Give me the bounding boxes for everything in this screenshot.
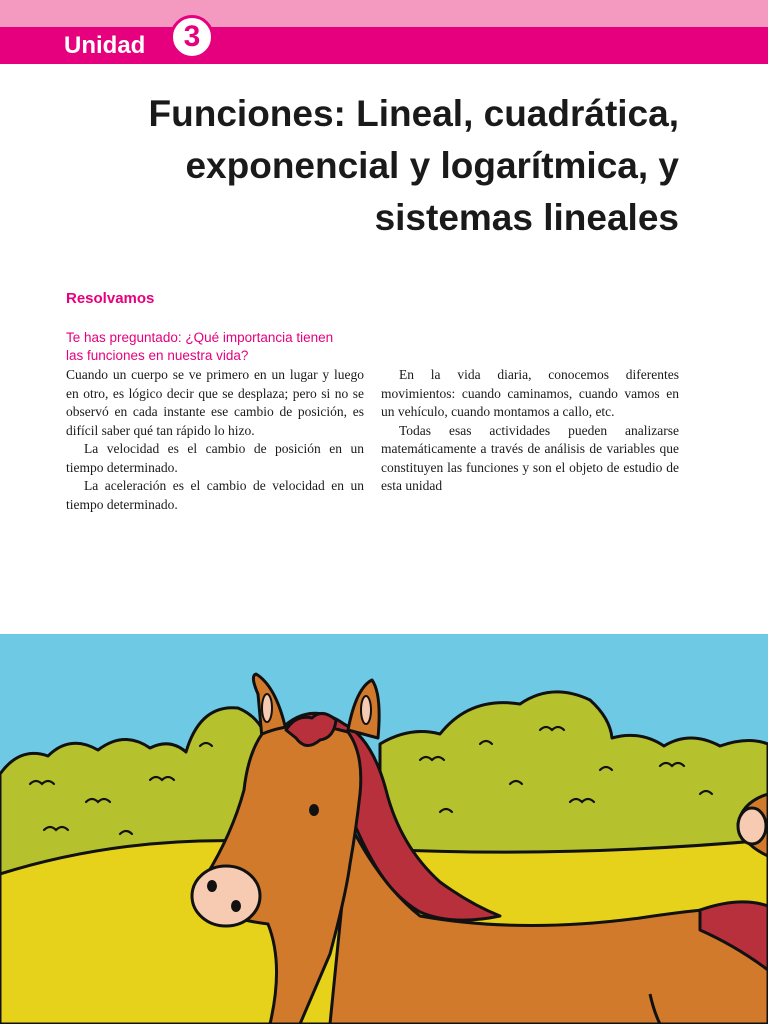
horse-meadow-illustration — [0, 634, 768, 1024]
paragraph: Cuando un cuerpo se ve primero en un lugar y luego en otro, es lógico decir que se desplaza; pero si no se observó en cada instante ese cambio de posición, es difícil saber qué tan rápido lo hizo. — [66, 367, 364, 438]
page-title — [39, 88, 679, 244]
page-title-line: sistemas lineales — [374, 197, 679, 238]
guiding-question-line: las funciones en nuestra vida? — [66, 348, 249, 363]
horse-muzzle — [192, 866, 260, 926]
paragraph: Todas esas actividades pueden analizarse matemáticamente a través de análisis de variables que constituyen las funciones y son el objeto de estudio de esta unidad — [381, 422, 679, 493]
page-title-line: Funciones: Lineal, cuadrática, — [148, 93, 679, 134]
guiding-question-line: Te has preguntado: ¿Qué importancia tienen — [66, 330, 334, 345]
unit-label: Unidad — [64, 32, 146, 59]
horse-muzzle — [738, 808, 766, 844]
page-title-line: exponencial y logarítmica, y — [185, 145, 679, 186]
unit-number-badge: 3 — [170, 15, 214, 59]
paragraph: En la vida diaria, conocemos diferentes movimientos: cuando caminamos, cuando vamos en un vehículo, cuando montamos a callo, etc. — [381, 367, 679, 419]
paragraph: La velocidad es el cambio de posición en un tiempo determinado. — [66, 441, 364, 475]
text-column-right — [381, 366, 679, 496]
text-column-left — [66, 366, 364, 514]
paragraph: La aceleración es el cambio de velocidad en un tiempo determinado. — [66, 478, 364, 512]
header-top-strip — [0, 0, 768, 27]
horse-eye — [309, 804, 319, 816]
section-heading: Resolvamos — [66, 290, 155, 307]
guiding-question — [66, 329, 376, 365]
